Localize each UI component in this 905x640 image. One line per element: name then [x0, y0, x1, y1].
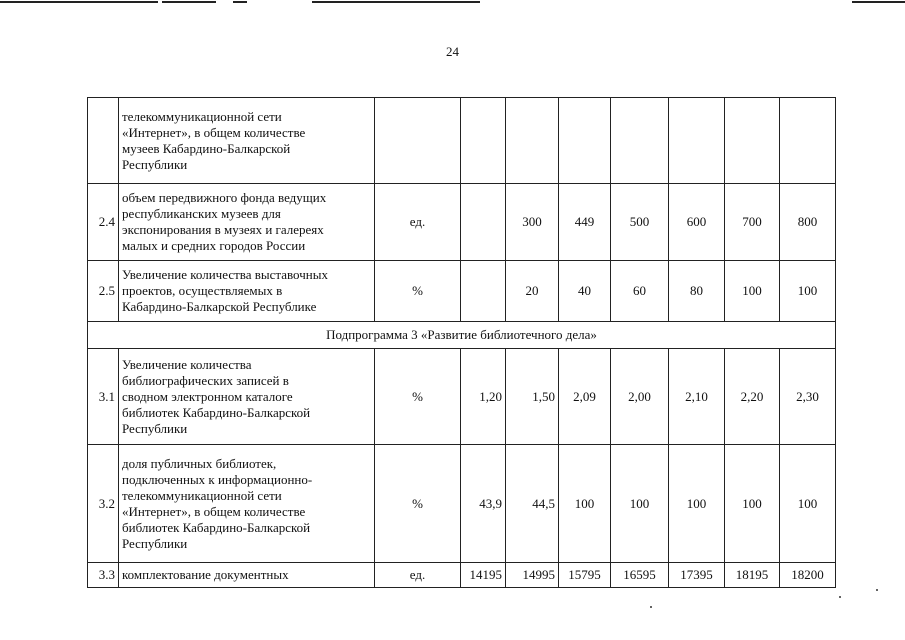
- value-cell: 17395: [669, 563, 725, 588]
- row-number: 2.5: [88, 261, 119, 322]
- value-cell: 2,20: [725, 349, 780, 445]
- description-line: библиотек Кабардино-Балкарской: [122, 519, 311, 535]
- value-cell: 40: [559, 261, 611, 322]
- value-cell: 16595: [611, 563, 669, 588]
- unit-cell: %: [375, 349, 461, 445]
- description-line: музеев Кабардино-Балкарской: [122, 140, 291, 156]
- value-cell: 2,00: [611, 349, 669, 445]
- unit-cell: ед.: [375, 184, 461, 261]
- value-cell: 449: [559, 184, 611, 261]
- scan-edge-line: [233, 1, 247, 3]
- value-cell: 100: [725, 445, 780, 563]
- value-cell: 100: [611, 445, 669, 563]
- value-cell: [780, 98, 836, 184]
- row-number: 3.3: [88, 563, 119, 588]
- description-line: комплектование документных: [122, 567, 289, 582]
- unit-cell: [375, 98, 461, 184]
- scan-edge-line: [312, 1, 480, 3]
- value-cell: 1,50: [506, 349, 559, 445]
- description-line: доля публичных библиотек,: [122, 455, 277, 471]
- description-line: малых и средних городов России: [122, 238, 306, 253]
- section-row: [88, 322, 836, 349]
- value-cell: 100: [559, 445, 611, 563]
- value-cell: 800: [780, 184, 836, 261]
- description-line: объем передвижного фонда ведущих: [122, 190, 327, 205]
- value-cell: 300: [506, 184, 559, 261]
- description-line: Увеличение количества: [122, 356, 252, 372]
- scan-edge-line: [0, 1, 158, 3]
- table-row: [88, 563, 836, 588]
- description-line: Кабардино-Балкарской Республике: [122, 299, 317, 314]
- indicator-description: [119, 98, 375, 184]
- unit-cell: %: [375, 445, 461, 563]
- value-cell: 44,5: [506, 445, 559, 563]
- description-line: подключенных к информационно-: [122, 471, 313, 487]
- value-cell: [461, 261, 506, 322]
- indicator-description: [119, 445, 375, 563]
- row-number: 2.4: [88, 184, 119, 261]
- value-cell: 20: [506, 261, 559, 322]
- value-cell: [506, 98, 559, 184]
- section-title: Подпрограмма 3 «Развитие библиотечного дела»: [88, 322, 836, 349]
- description-line: сводном электронном каталоге: [122, 388, 293, 404]
- value-cell: 18200: [780, 563, 836, 588]
- description-line: республиканских музеев для: [122, 206, 281, 221]
- table-row: [88, 184, 836, 261]
- indicator-description: [119, 184, 375, 261]
- row-number: 3.2: [88, 445, 119, 563]
- scan-edge-line: [162, 1, 216, 3]
- table-row: [88, 445, 836, 563]
- value-cell: [461, 98, 506, 184]
- unit-cell: %: [375, 261, 461, 322]
- value-cell: 15795: [559, 563, 611, 588]
- row-number: [88, 98, 119, 184]
- indicator-table: [87, 97, 836, 588]
- unit-cell: ед.: [375, 563, 461, 588]
- value-cell: [461, 184, 506, 261]
- description-line: экспонирования в музеях и галереях: [122, 222, 324, 237]
- scan-edge-line: [852, 1, 905, 3]
- description-line: Республики: [122, 420, 188, 436]
- value-cell: 14995: [506, 563, 559, 588]
- scan-speck: [650, 606, 652, 608]
- value-cell: [725, 98, 780, 184]
- value-cell: 2,10: [669, 349, 725, 445]
- value-cell: 100: [669, 445, 725, 563]
- value-cell: 700: [725, 184, 780, 261]
- table-row: [88, 98, 836, 184]
- value-cell: 600: [669, 184, 725, 261]
- indicator-description: [119, 563, 375, 588]
- row-number: 3.1: [88, 349, 119, 445]
- value-cell: 500: [611, 184, 669, 261]
- value-cell: 100: [780, 261, 836, 322]
- value-cell: 100: [725, 261, 780, 322]
- description-line: телекоммуникационной сети: [122, 487, 282, 503]
- table-row: [88, 349, 836, 445]
- description-line: проектов, осуществляемых в: [122, 283, 283, 298]
- value-cell: [611, 98, 669, 184]
- indicator-description: [119, 261, 375, 322]
- description-line: «Интернет», в общем количестве: [122, 124, 306, 140]
- description-line: телекоммуникационной сети: [122, 108, 282, 124]
- value-cell: 60: [611, 261, 669, 322]
- value-cell: 14195: [461, 563, 506, 588]
- value-cell: 18195: [725, 563, 780, 588]
- value-cell: [669, 98, 725, 184]
- description-line: Республики: [122, 156, 188, 172]
- scan-speck: [839, 596, 841, 598]
- description-line: «Интернет», в общем количестве: [122, 503, 306, 519]
- page-number: 24: [446, 44, 459, 59]
- indicator-description: [119, 349, 375, 445]
- value-cell: 2,09: [559, 349, 611, 445]
- value-cell: [559, 98, 611, 184]
- value-cell: 80: [669, 261, 725, 322]
- value-cell: 1,20: [461, 349, 506, 445]
- description-line: Увеличение количества выставочных: [122, 267, 328, 282]
- description-line: библиотек Кабардино-Балкарской: [122, 404, 311, 420]
- description-line: Республики: [122, 535, 188, 551]
- table-row: [88, 261, 836, 322]
- value-cell: 100: [780, 445, 836, 563]
- description-line: библиографических записей в: [122, 372, 289, 388]
- value-cell: 2,30: [780, 349, 836, 445]
- value-cell: 43,9: [461, 445, 506, 563]
- scan-speck: [876, 589, 878, 591]
